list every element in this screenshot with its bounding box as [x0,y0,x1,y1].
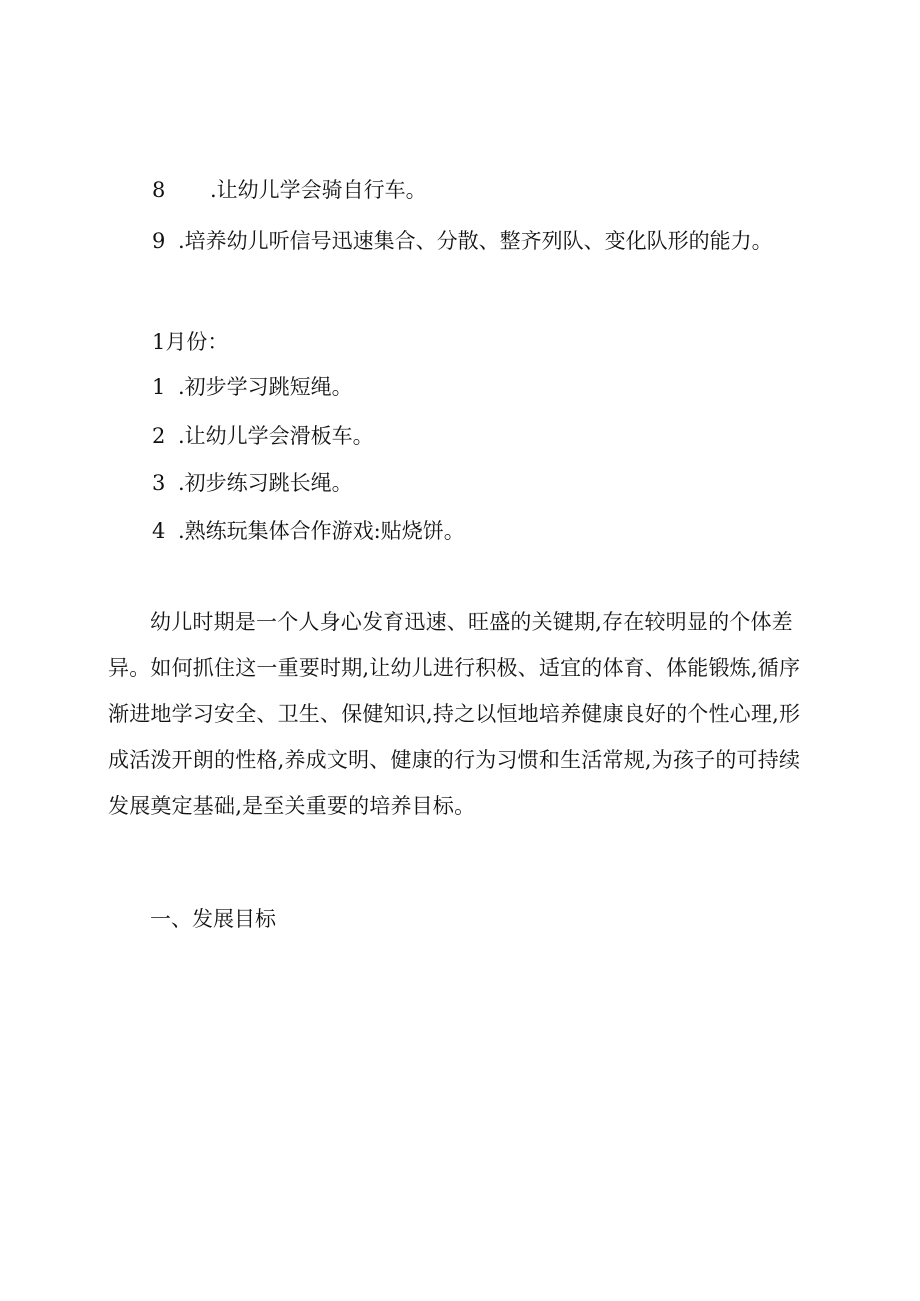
list-item-text: .让幼儿学会滑板车。 [178,424,374,448]
list-item-number: 9 [152,229,166,253]
list-item [152,516,465,546]
list-item [152,175,427,205]
list-item-text: .初步学习跳短绳。 [178,375,353,399]
list-item-number: 1 [152,375,166,399]
section-heading: 一、发展目标 [150,907,276,931]
list-item-text: .初步练习跳长绳。 [178,471,353,495]
list-item-number: 3 [152,471,166,495]
list-item-text: .让幼儿学会骑自行车。 [210,178,427,202]
list-item-number: 2 [152,424,166,448]
list-item-text: .熟练玩集体合作游戏:贴烧饼。 [178,519,465,543]
list-item-number: 4 [152,519,166,543]
month-heading: 1月份： [152,330,229,354]
body-paragraph: 幼儿时期是一个人身心发育迅速、旺盛的关键期,存在较明显的个体差异。如何抓住这一重要时期,让幼儿进行积极、适宜的体育、体能锻炼,循序渐进地学习安全、卫生、保健知识,持之以恒地培养健康良好的个性心理,形成活泼开朗的性格,养成文明、健康的行为习惯和生活常规,为孩子的可持续发展奠定基础,是至关重要的培养目标。 [108,610,801,818]
list-item [152,372,353,402]
list-item [152,226,773,256]
list-item-number: 8 [152,178,166,202]
list-item-text: .培养幼儿听信号迅速集合、分散、整齐列队、变化队形的能力。 [178,229,773,253]
list-item [152,468,353,498]
list-item [152,421,374,451]
